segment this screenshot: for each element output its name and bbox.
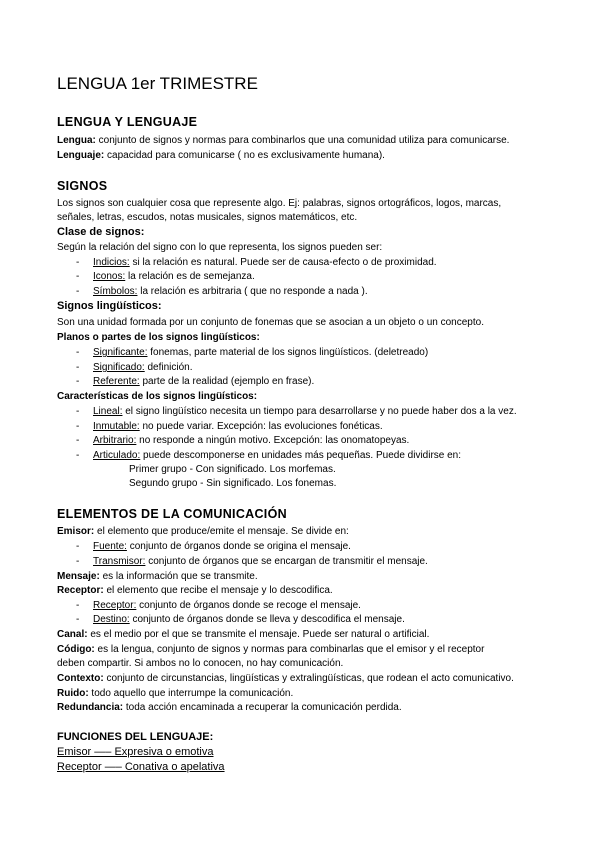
term: Emisor: [57, 526, 95, 537]
term: Canal: [57, 629, 88, 640]
term: Redundancia: [57, 702, 124, 713]
mensaje-definition [57, 570, 258, 583]
list-item [93, 270, 255, 283]
term: Indicios: [93, 257, 130, 268]
section-heading-lengua: LENGUA Y LENGUAJE [57, 115, 198, 129]
subheading-planos: Planos o partes de los signos lingüísticos: [57, 332, 260, 343]
term: Referente: [93, 376, 140, 387]
term: Lengua: [57, 135, 96, 146]
definition: conjunto de signos y normas para combinarlos que una comunidad utiliza para comunicarse. [95, 135, 510, 146]
definition: la relación es arbitraria ( que no responde a nada ). [137, 286, 368, 297]
codigo-definition-cont: deben compartir. Si ambos no lo conocen, no hay comunicación. [57, 658, 344, 669]
definition: fonemas, parte material de los signos lingüísticos. (deletreado) [147, 347, 429, 358]
subheading-caracteristicas: Características de los signos lingüísticos: [57, 391, 258, 402]
list-item [93, 375, 314, 388]
term: Receptor: [93, 600, 137, 611]
bullet-dash: - [76, 541, 80, 552]
definition: el elemento que recibe el mensaje y lo descodifica. [103, 585, 333, 596]
funcion-emisor: Emisor —– Expresiva o emotiva [57, 746, 214, 758]
bullet-dash: - [76, 257, 80, 268]
list-item [93, 285, 368, 298]
clase-intro: Según la relación del signo con lo que representa, los signos pueden ser: [57, 242, 383, 253]
funcion-receptor: Receptor —– Conativa o apelativa [57, 761, 225, 773]
term: Arbitrario: [93, 435, 137, 446]
list-item [93, 256, 437, 269]
definition: conjunto de órganos donde se origina el mensaje. [126, 541, 351, 552]
bullet-dash: - [76, 406, 80, 417]
definition: no responde a ningún motivo. Excepción: las onomatopeyas. [136, 435, 410, 446]
list-item [93, 613, 405, 626]
definition: puede descomponerse en unidades más pequeñas. Puede dividirse en: [140, 450, 462, 461]
section-heading-elementos: ELEMENTOS DE LA COMUNICACIÓN [57, 507, 287, 521]
list-item [93, 449, 461, 462]
list-item [93, 420, 383, 433]
definition: es el medio por el que se transmite el mensaje. Puede ser natural o artificial. [87, 629, 430, 640]
codigo-definition [57, 643, 484, 656]
definition: definición. [144, 362, 193, 373]
bullet-dash: - [76, 614, 80, 625]
definition: la relación es de semejanza. [125, 271, 255, 282]
term: Símbolos: [93, 286, 138, 297]
definition: es la lengua, conjunto de signos y normas para combinarlas que el emisor y el receptor [94, 644, 485, 655]
section-heading-funciones: FUNCIONES DEL LENGUAJE: [57, 731, 214, 743]
section-heading-signos: SIGNOS [57, 179, 108, 193]
definition: toda acción encaminada a recuperar la comunicación perdida. [123, 702, 402, 713]
subheading-clase-signos: Clase de signos: [57, 226, 145, 238]
definition: el signo lingüístico necesita un tiempo para desarrollarse y no puede haber dos a la vez. [122, 406, 517, 417]
term: Transmisor: [93, 556, 146, 567]
receptor-definition [57, 584, 333, 597]
bullet-dash: - [76, 376, 80, 387]
list-item [93, 361, 193, 374]
redundancia-definition [57, 701, 402, 714]
term: Lineal: [93, 406, 123, 417]
term: Significante: [93, 347, 148, 358]
term: Articulado: [93, 450, 141, 461]
document-title: LENGUA 1er TRIMESTRE [57, 74, 258, 93]
bullet-dash: - [76, 286, 80, 297]
definition: conjunto de órganos que se encargan de transmitir el mensaje. [145, 556, 428, 567]
definition: el elemento que produce/emite el mensaje. Se divide en: [94, 526, 349, 537]
grupo-2: Segundo grupo - Sin significado. Los fonemas. [129, 478, 337, 489]
bullet-dash: - [76, 435, 80, 446]
grupo-1: Primer grupo - Con significado. Los morfemas. [129, 464, 336, 475]
signos-intro-line-2: señales, letras, escudos, notas musicales, signos matemáticos, etc. [57, 212, 358, 223]
term: Significado: [93, 362, 145, 373]
list-item [93, 540, 351, 553]
definition: parte de la realidad (ejemplo en frase). [139, 376, 315, 387]
term: Lenguaje: [57, 150, 105, 161]
emisor-definition [57, 525, 349, 538]
bullet-dash: - [76, 556, 80, 567]
bullet-dash: - [76, 450, 80, 461]
definition: si la relación es natural. Puede ser de causa-efecto o de proximidad. [129, 257, 437, 268]
list-item [93, 346, 428, 359]
term: Destino: [93, 614, 130, 625]
term: Mensaje: [57, 571, 100, 582]
definition: conjunto de circunstancias, lingüísticas y extralingüísticas, que rodean el acto comunicativo. [103, 673, 514, 684]
linguisticos-intro: Son una unidad formada por un conjunto de fonemas que se asocian a un objeto o un concepto. [57, 317, 484, 328]
definition: capacidad para comunicarse ( no es exclusivamente humana). [104, 150, 385, 161]
lenguaje-definition [57, 149, 385, 162]
bullet-dash: - [76, 271, 80, 282]
definition: todo aquello que interrumpe la comunicación. [88, 688, 294, 699]
list-item [93, 405, 517, 418]
bullet-dash: - [76, 421, 80, 432]
bullet-dash: - [76, 600, 80, 611]
term: Inmutable: [93, 421, 140, 432]
definition: no puede variar. Excepción: las evoluciones fonéticas. [139, 421, 383, 432]
term: Contexto: [57, 673, 104, 684]
definition: conjunto de órganos donde se lleva y descodifica el mensaje. [129, 614, 405, 625]
definition: conjunto de órganos donde se recoge el mensaje. [136, 600, 361, 611]
list-item [93, 599, 361, 612]
definition: es la información que se transmite. [99, 571, 258, 582]
contexto-definition [57, 672, 514, 685]
bullet-dash: - [76, 362, 80, 373]
bullet-dash: - [76, 347, 80, 358]
term: Ruido: [57, 688, 89, 699]
subheading-signos-linguisticos: Signos lingüísticos: [57, 300, 162, 312]
list-item [93, 555, 428, 568]
term: Código: [57, 644, 95, 655]
ruido-definition [57, 687, 293, 700]
term: Fuente: [93, 541, 127, 552]
term: Receptor: [57, 585, 104, 596]
lengua-definition [57, 134, 509, 147]
list-item [93, 434, 409, 447]
canal-definition [57, 628, 429, 641]
term: Iconos: [93, 271, 126, 282]
signos-intro-line-1: Los signos son cualquier cosa que represente algo. Ej: palabras, signos ortográficos, logos, marcas, [57, 198, 502, 209]
